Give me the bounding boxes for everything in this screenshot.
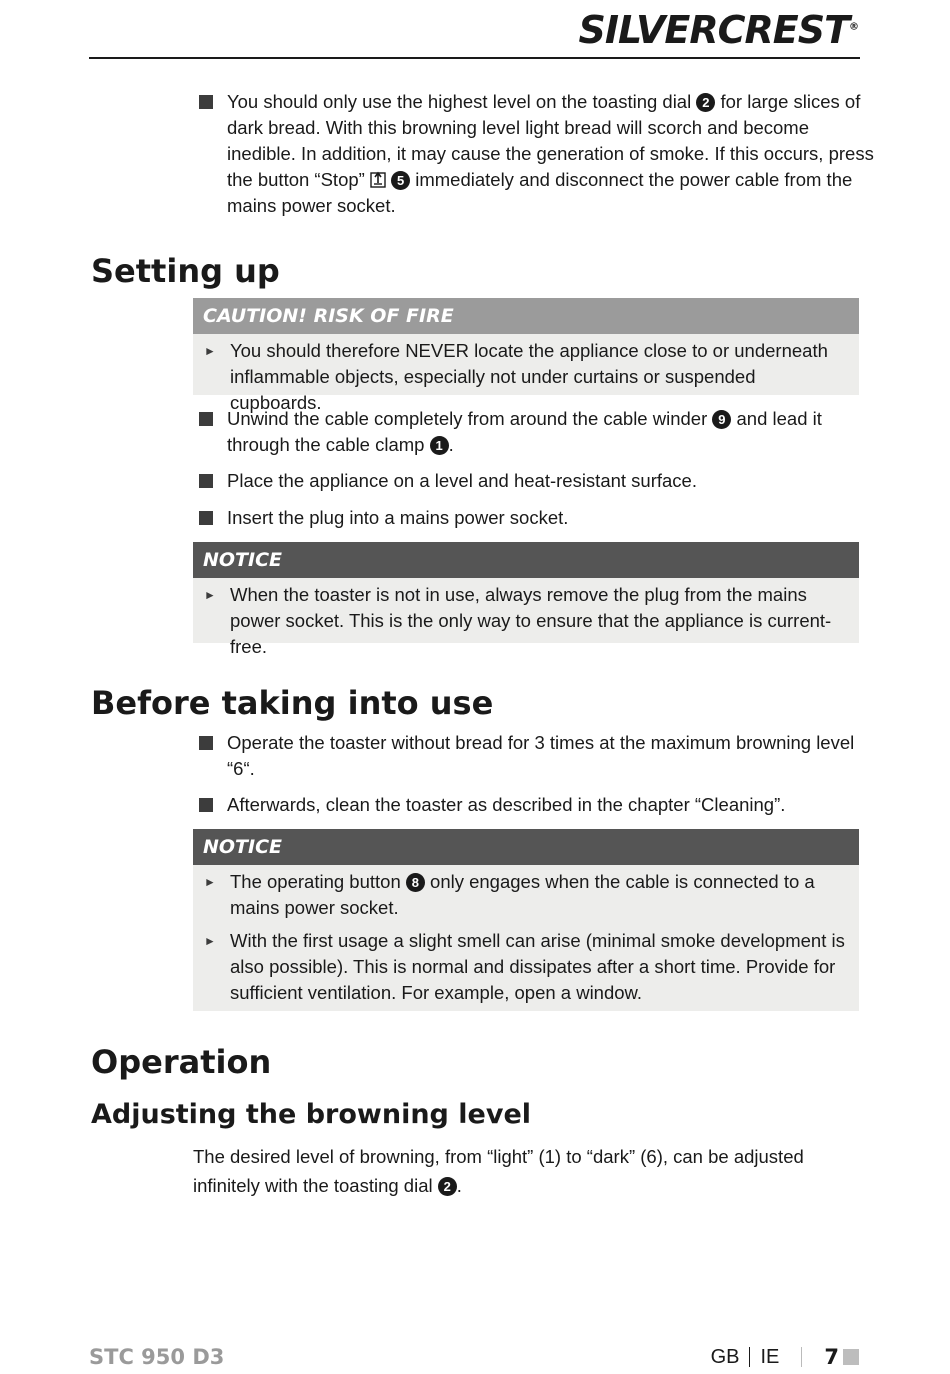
footer-lang-ie: IE xyxy=(760,1345,780,1368)
before-use-bullet-1: Operate the toaster without bread for 3 times at the maximum browning level “6“. xyxy=(199,730,877,782)
notice-heading: NOTICE xyxy=(193,542,859,578)
number-5-icon: 5 xyxy=(391,171,410,190)
before-use-bullet-2: Afterwards, clean the toaster as described in the chapter “Cleaning”. xyxy=(199,792,877,818)
number-1-icon: 1 xyxy=(430,436,449,455)
notice-box-setup xyxy=(193,542,859,657)
number-2-icon: 2 xyxy=(696,93,715,112)
arrow-icon: ► xyxy=(204,875,216,889)
footer-model: STC 950 D3 xyxy=(89,1345,225,1369)
number-9-icon: 9 xyxy=(712,410,731,429)
notice-heading: NOTICE xyxy=(193,829,859,865)
arrow-icon: ► xyxy=(204,588,216,602)
footer-separator xyxy=(749,1347,750,1367)
notice-item: ► When the toaster is not in use, always remove the plug from the mains power socket. This is the only way to ensure that the appliance is current-free. xyxy=(204,584,832,657)
section-title-before-use: Before taking into use xyxy=(91,684,494,722)
setup-bullet-3: Insert the plug into a mains power socket. xyxy=(199,505,877,531)
notice-item-2: ► With the first usage a slight smell can arise (minimal smoke development is also possible). This is normal and dissipates after a short time. Provide for sufficient ventilation. For example, open a window. xyxy=(204,930,845,1003)
footer-page-info xyxy=(711,1345,859,1369)
bullet-square-icon xyxy=(199,511,213,525)
page-square-icon xyxy=(843,1349,859,1365)
stop-button-icon xyxy=(370,170,386,188)
bullet-square-icon xyxy=(199,798,213,812)
brand-logo: SILVERCREST® xyxy=(578,8,858,52)
notice-box-before-use xyxy=(193,829,859,1011)
bullet-square-icon xyxy=(199,412,213,426)
number-8-icon: 8 xyxy=(406,873,425,892)
header-rule xyxy=(89,57,860,59)
arrow-icon: ► xyxy=(204,344,216,358)
setup-bullet-2: Place the appliance on a level and heat-resistant surface. xyxy=(199,468,877,494)
section-title-operation: Operation xyxy=(91,1043,272,1081)
arrow-icon: ► xyxy=(204,934,216,948)
bullet-square-icon xyxy=(199,95,213,109)
caution-heading: CAUTION! RISK OF FIRE xyxy=(193,298,859,334)
section-title-setting-up: Setting up xyxy=(91,252,280,290)
page-number: 7 xyxy=(824,1345,839,1369)
footer-separator xyxy=(801,1347,802,1367)
subsection-title-browning: Adjusting the browning level xyxy=(91,1099,532,1130)
intro-bullet: You should only use the highest level on the toasting dial 2 for large slices of dark bread. With this browning level light bread will scorch and become inedible. In addition, it may cause the generation of smoke. If this occurs, press the button “Stop” 5 immediately and disconnect the power cable from the mains power socket. xyxy=(199,89,877,219)
caution-item: ► You should therefore NEVER locate the appliance close to or underneath inflammable objects, especially not under curtains or suspended cupboards. xyxy=(204,340,828,413)
footer-lang-gb: GB xyxy=(710,1345,740,1368)
bullet-square-icon xyxy=(199,736,213,750)
bullet-square-icon xyxy=(199,474,213,488)
caution-box xyxy=(193,298,859,413)
number-2-icon: 2 xyxy=(438,1177,457,1196)
notice-item-1: ► The operating button 8 only engages when the cable is connected to a mains power socket. xyxy=(204,871,815,918)
browning-paragraph: The desired level of browning, from “light” (1) to “dark” (6), can be adjusted infinitely with the toasting dial 2 . xyxy=(193,1146,804,1196)
setup-bullet-1: Unwind the cable completely from around the cable winder 9 and lead it through the cable clamp 1 . xyxy=(199,406,877,458)
